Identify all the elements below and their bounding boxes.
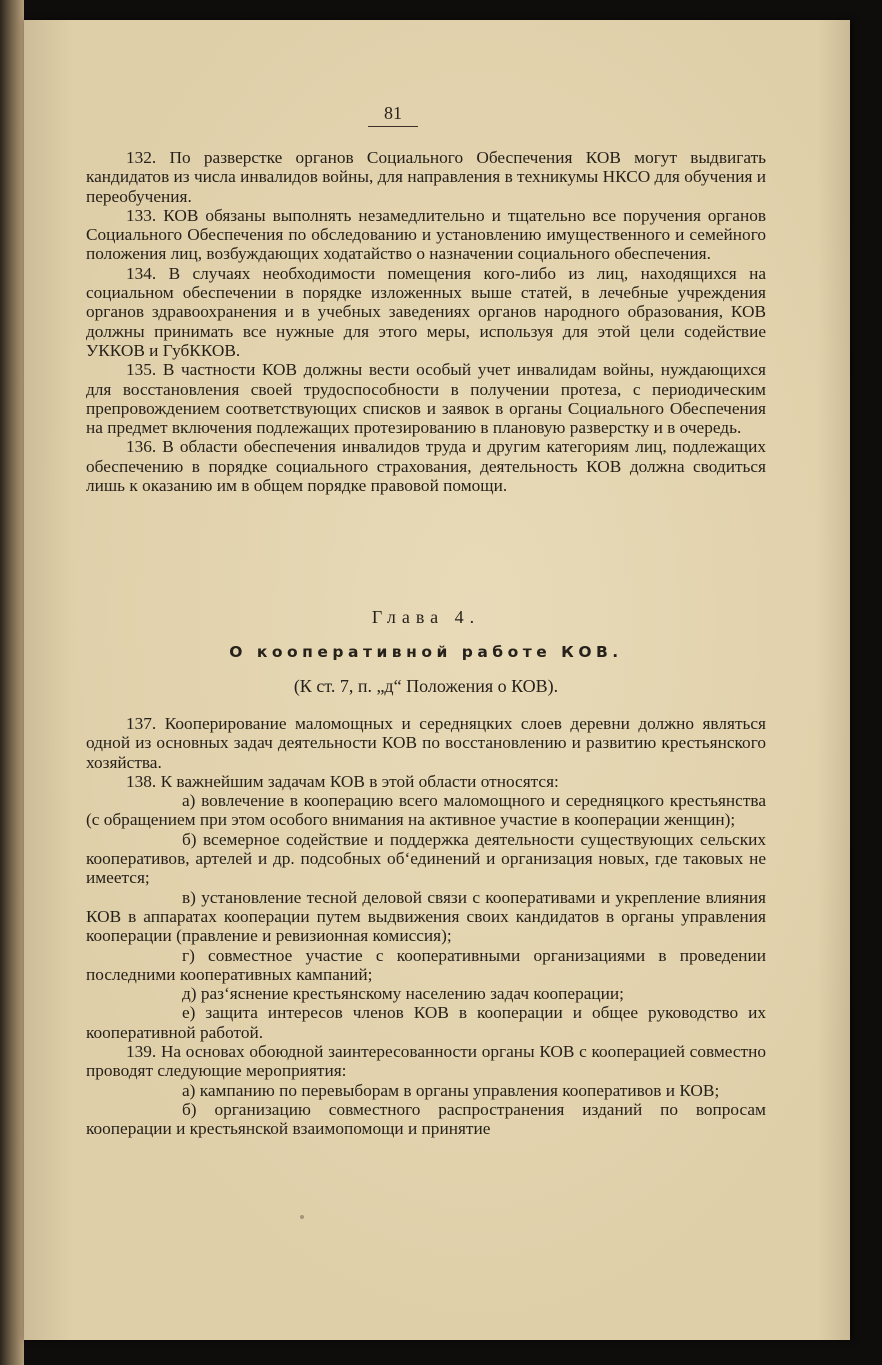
article-138-item-g: г) совместное участие с кооперативными организациями в проведении последними кооперативных кампаний; xyxy=(86,945,766,984)
article-138-item-b: б) всемерное содействие и поддержка деятельности существующих сельских кооперативов, артелей и др. подсобных об‘единений и организация новых, где таковых не имеется; xyxy=(86,829,766,888)
article-139-item-b: б) организацию совместного распространения изданий по вопросам кооперации и крестьянской взаимопомощи и принятие xyxy=(86,1099,766,1139)
paper-speck xyxy=(300,1215,304,1219)
article-138-item-v: в) установление тесной деловой связи с кооперативами и укрепление влияния КОВ в аппаратах кооперации путем выдвижения своих кандидатов в органы управления кооперации (правление и ревизионная комиссия); xyxy=(86,887,766,946)
book-spine xyxy=(0,0,24,1365)
article-139-item-a: а) кампанию по перевыборам в органы управления кооперативов и КОВ; xyxy=(182,1080,720,1100)
chapter-title: О кооперативной работе КОВ. xyxy=(229,643,623,662)
page-text xyxy=(86,148,766,495)
article-136: 136. В области обеспечения инвалидов труда и другим категориям лиц, подлежащих обеспечению в порядке социального страхования, деятельность КОВ должна сводиться лишь к оказанию им в общем порядке правовой помощи. xyxy=(86,437,766,496)
chapter-label: Глава 4. xyxy=(371,607,481,627)
chapter-heading xyxy=(86,608,766,696)
article-138-item-d: д) раз‘яснение крестьянскому населению задач кооперации; xyxy=(182,984,624,1004)
article-132: 132. По разверстке органов Социального Обеспечения КОВ могут выдвигать кандидатов из числа инвалидов войны, для направления в техникумы НКСО для обучения и переобучения. xyxy=(86,148,766,206)
article-134: 134. В случаях необходимости помещения кого-либо из лиц, находящихся на социальном обеспечении в порядке изложенных выше статей, в лечебные учреждения органов здравоохранения и в учебных заведениях органов народного образования, КОВ должны принимать все нужные для этого меры, используя для этой цели содействие УККОВ и ГубККОВ. xyxy=(86,263,766,360)
page-number: 81 xyxy=(368,103,418,127)
article-133: 133. КОВ обязаны выполнять незамедлительно и тщательно все поручения органов Социального Обеспечения по обследованию и установлению имущественного и семейного положения лиц, возбуждающих ходатайство о назначении социального обеспечения. xyxy=(86,205,766,264)
article-137: 137. Кооперирование маломощных и середняцких слоев деревни должно являться одной из основных задач деятельности КОВ по восстановлению и развитию крестьянского хозяйства. xyxy=(86,714,766,772)
book-page xyxy=(24,20,850,1340)
article-135: 135. В частности КОВ должны вести особый учет инвалидам войны, нуждающихся для восстановления своей трудоспособности в получении протеза, с периодическим препровождением соответствующих списков и заявок в органы Социального Обеспечения на предмет включения подлежащих протезированию в плановую разверстку и в очередь. xyxy=(86,360,766,438)
article-138-intro: 138. К важнейшим задачам КОВ в этой области относятся: xyxy=(126,771,559,791)
chapter-subtitle: (К ст. 7, п. „д“ Положения о КОВ). xyxy=(293,675,559,696)
chapter-body xyxy=(86,714,766,1139)
article-138-item-e: е) защита интересов членов КОВ в кооперации и общее руководство их кооперативной работой. xyxy=(86,1003,766,1042)
article-139-intro: 139. На основах обоюдной заинтересованности органы КОВ с кооперацией совместно проводят следующие мероприятия: xyxy=(86,1042,766,1081)
article-138-item-a: а) вовлечение в кооперацию всего маломощного и середняцкого крестьянства (с обращением при этом особого внимания на активное участие в кооперации женщин); xyxy=(86,791,766,830)
